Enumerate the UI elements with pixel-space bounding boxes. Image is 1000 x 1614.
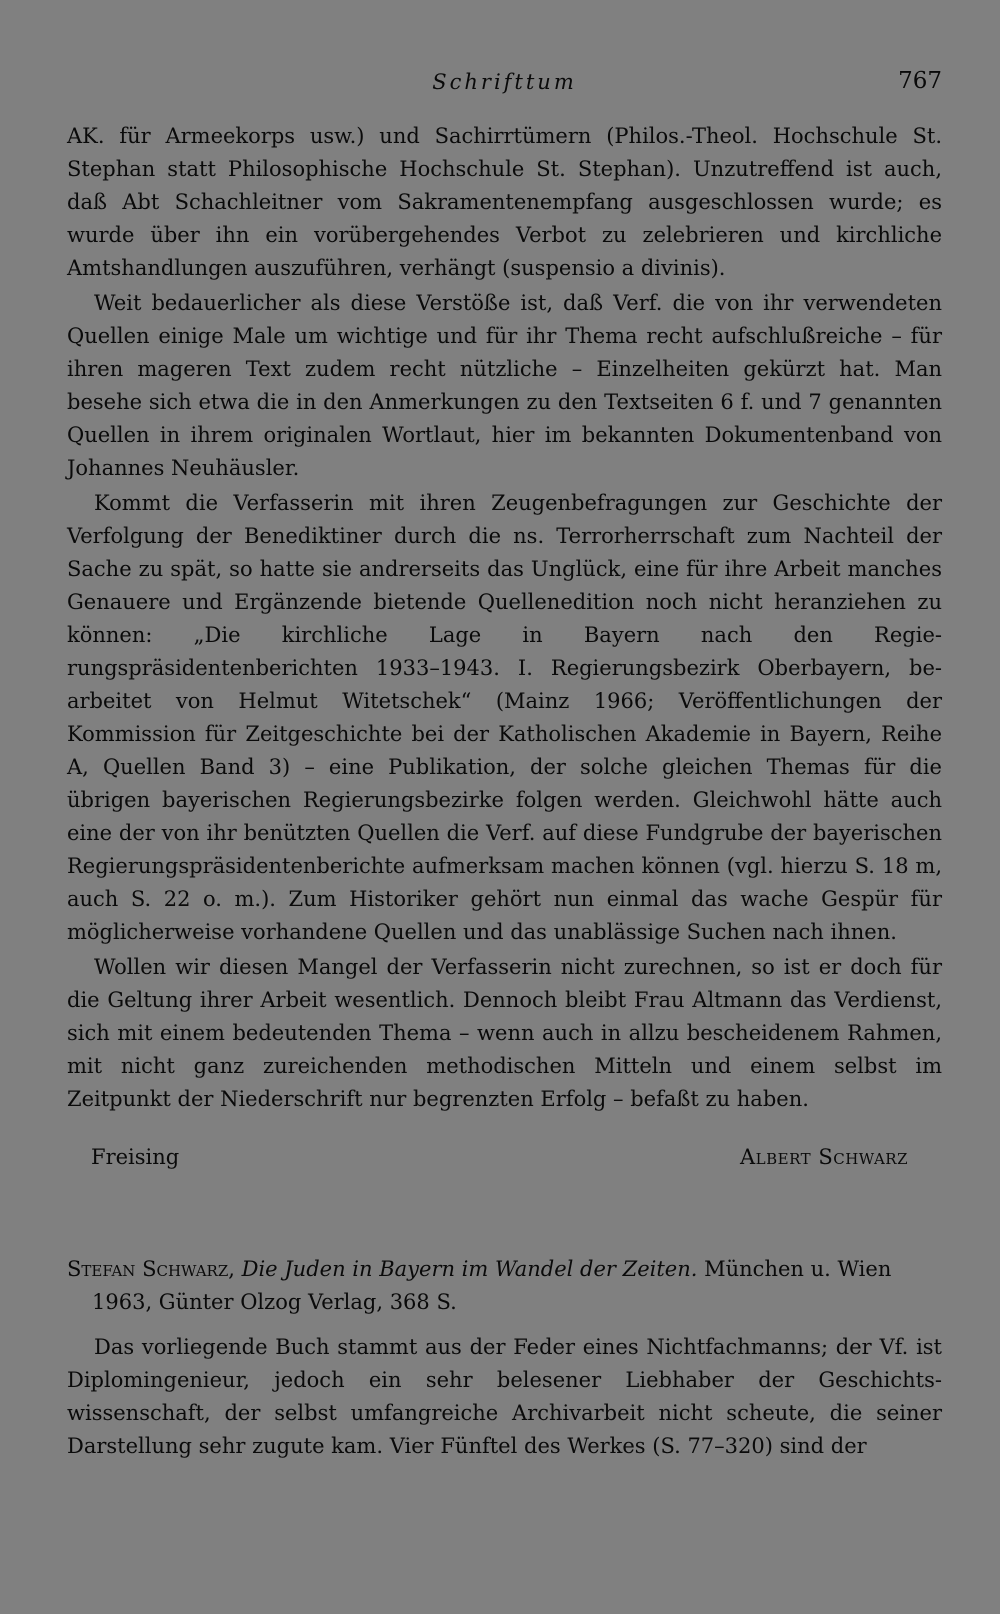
review-signature bbox=[67, 1145, 942, 1185]
review-paragraph: Das vorliegende Buch stammt aus der Feder eines Nichtfachmanns; der Vf. ist Diplomingenieur, jedoch ein sehr belesener Liebhaber der Geschichtswissenschaft, der selbst umfangreiche Archivarbeit nicht scheute, die seiner Darstellung sehr zugute kam. Vier Fünftel des Werkes (S. 77–320) sind der bbox=[67, 1335, 942, 1458]
signature-place: Freising bbox=[91, 1145, 180, 1169]
page-number: 767 bbox=[898, 68, 942, 94]
paragraph: Wollen wir diesen Mangel der Verfasserin nicht zurechnen, so ist er doch für die Geltung ihrer Arbeit wesentlich. Dennoch bleibt Frau Altmann das Verdienst, sich mit einem bedeutenden Thema – wenn auch in allzu bescheidenem Rahmen, mit nicht ganz zureichenden methodischen Mitteln und einem selbst im Zeitpunkt der Niederschrift nur begrenzten Erfolg – befaßt zu haben. bbox=[67, 955, 942, 1111]
paragraph-continued: AK. für Armeekorps usw.) und Sachirrtümern (Philos.-Theol. Hochschule St. Stephan statt Philosophische Hochschule St. Stephan). Unzutreffend ist auch, daß Abt Schachleitner vom Sakramentenempfang ausgeschlossen wurde; es wurde über ihn ein vorübergehendes Verbot zu zelebrieren und kirchliche Amtshandlungen auszuführen, verhängt (suspensio a divinis). bbox=[67, 124, 942, 280]
body-text bbox=[67, 120, 942, 1463]
review-bibliographic-entry bbox=[67, 1253, 942, 1319]
signature-author: Albert Schwarz bbox=[740, 1145, 908, 1169]
reviewed-book-author: Stefan Schwarz, bbox=[67, 1257, 235, 1281]
reviewed-book-title: Die Juden in Bayern im Wandel der Zeiten. bbox=[241, 1257, 698, 1281]
running-header bbox=[67, 66, 942, 100]
running-title: Schrifttum bbox=[432, 70, 577, 94]
paragraph: Kommt die Verfasserin mit ihren Zeugenbefragungen zur Geschichte der Verfolgung der Benediktiner durch die ns. Terrorherrschaft zum Nachteil der Sache zu spät, so hatte sie andrerseits das Unglück, eine für ihre Arbeit manches Genauere und Ergänzende bietende Quellenedition noch nicht heranziehen zu können: „Die kirchliche Lage in Bayern nach den Regierungspräsidentenberichten 1933–1943. I. Regierungsbezirk Oberbayern, bearbeitet von Helmut Witetschek“ (Mainz 1966; Veröffentlichungen der Kommission für Zeitgeschichte bei der Katholischen Akademie in Bayern, Reihe A, Quellen Band 3) – eine Publikation, der solche gleichen Themas für die übrigen bayerischen Regierungsbezirke folgen werden. Gleichwohl hätte auch eine der von ihr benützten Quellen die Verf. auf diese Fundgrube der bayerischen Regierungspräsidentenberichte aufmerksam machen können (vgl. hierzu S. 18 m, auch S. 22 o. m.). Zum Historiker gehört nun einmal das wache Gespür für möglicherweise vorhandene Quellen und das unablässige Suchen nach ihnen. bbox=[67, 491, 942, 944]
reviewed-book-imprint: München u. Wien 1963, Günter Olzog Verlag, 368 S. bbox=[92, 1257, 892, 1314]
paragraph: Weit bedauerlicher als diese Verstöße ist, daß Verf. die von ihr verwendeten Quellen einige Male um wichtige und für ihr Thema recht aufschlußreiche – für ihren mageren Text zudem recht nützliche – Einzelheiten gekürzt hat. Man besehe sich etwa die in den Anmerkungen zu den Textseiten 6 f. und 7 genannten Quellen in ihrem originalen Wortlaut, hier im bekannten Dokumentenband von Johannes Neuhäusler. bbox=[67, 291, 942, 480]
